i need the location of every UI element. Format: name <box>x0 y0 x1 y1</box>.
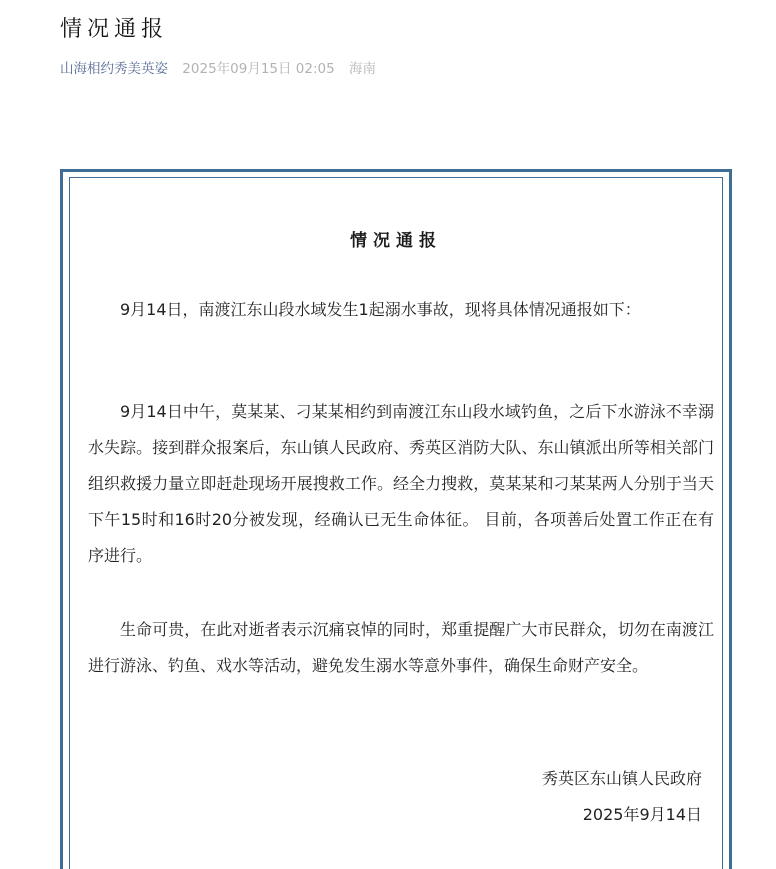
article-meta <box>60 59 376 79</box>
author-link[interactable]: 山海相约秀美英姿 <box>60 61 168 77</box>
notice-paragraph-warning: 生命可贵，在此对逝者表示沉痛哀悼的同时，郑重提醒广大市民群众，切勿在南渡江进行游泳、钓鱼、戏水等活动，避免发生溺水等意外事件，确保生命财产安全。 <box>88 620 714 675</box>
article-title: 情况通报 <box>60 17 169 42</box>
publish-date: 2025年09月15日 02:05 <box>182 61 335 77</box>
notice-frame <box>60 169 732 869</box>
notice-title: 情况通报 <box>350 231 442 251</box>
notice-paragraph-details: 9月14日中午，莫某某、刁某某相约到南渡江东山段水域钓鱼，之后下水游泳不幸溺水失踪。接到群众报案后，东山镇人民政府、秀英区消防大队、东山镇派出所等相关部门组织救援力量立即赶赴现场开展搜救工作。经全力搜救，莫某某和刁某某两人分别于当天下午15时和16时20分被发现，经确认已无生命体征。 目前，各项善后处置工作正在有序进行。 <box>88 402 714 565</box>
notice-inner-frame <box>69 177 723 869</box>
notice-paragraph-intro: 9月14日，南渡江东山段水域发生1起溺水事故，现将具体情况通报如下： <box>120 300 641 319</box>
publish-location: 海南 <box>349 61 377 77</box>
signature-date: 2025年9月14日 <box>582 805 702 824</box>
signature-organization: 秀英区东山镇人民政府 <box>541 769 702 788</box>
